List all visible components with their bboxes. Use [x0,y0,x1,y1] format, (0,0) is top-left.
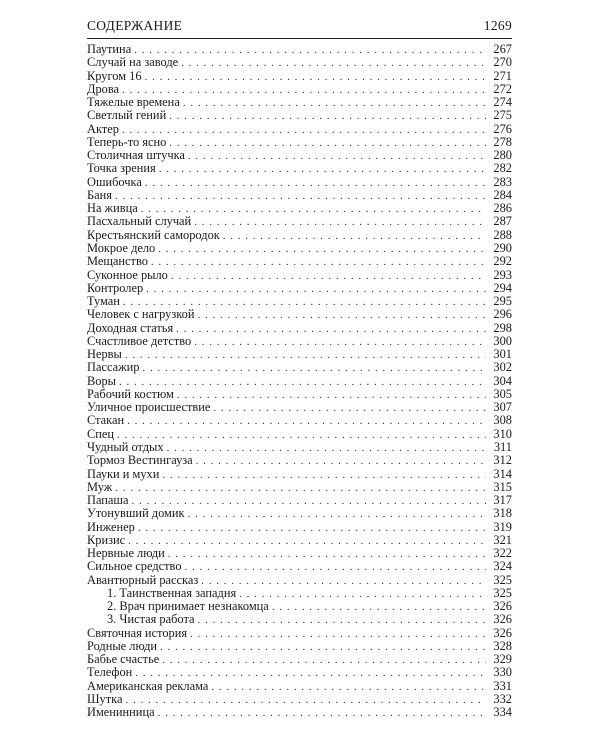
section-title: СОДЕРЖАНИЕ [87,18,183,33]
toc-entry [87,348,512,361]
running-header [87,18,512,38]
dot-leader [198,614,486,626]
entry-page-number: 282 [493,162,512,176]
toc-entry [87,308,512,321]
toc-entry [87,229,512,242]
entry-title: На живца [87,202,138,216]
entry-page-number: 319 [493,520,512,534]
entry-page-number: 321 [493,533,512,547]
entry-title: Бабье счастье [87,653,160,667]
dot-leader [194,336,486,348]
toc-entry [87,70,512,83]
dot-leader [188,508,486,520]
toc-entry [87,401,512,414]
entry-page-number: 301 [493,348,512,362]
entry-page-number: 272 [493,82,512,96]
toc-entry [87,428,512,441]
toc-entry [87,600,512,613]
toc-entry [87,666,512,679]
entry-title: Пасхальный случай [87,215,192,229]
dot-leader [181,57,486,69]
toc-entry [87,242,512,255]
entry-page-number: 307 [493,401,512,415]
toc-entry [87,627,512,640]
entry-title: Рабочий костюм [87,387,174,401]
entry-page-number: 275 [493,109,512,123]
entry-page-number: 296 [493,308,512,322]
dot-leader [145,177,486,189]
toc-entry [87,322,512,335]
toc-entry [87,521,512,534]
entry-title: Светлый гений [87,109,167,123]
dot-leader [185,561,486,573]
dot-leader [190,628,486,640]
toc-entry [87,56,512,69]
toc-entry [87,587,512,600]
entry-title: 3. Чистая работа [107,613,195,627]
dot-leader [211,681,486,693]
dot-leader [177,389,486,401]
toc-entry [87,202,512,215]
entry-title: Мокрое дело [87,241,156,255]
toc-entry [87,441,512,454]
dot-leader [197,309,486,321]
dot-leader [201,575,486,587]
entry-title: Сильное средство [87,560,182,574]
dot-leader [115,190,486,202]
entry-title: Туман [87,295,120,309]
toc-entry [87,547,512,560]
entry-page-number: 330 [493,666,512,680]
entry-page-number: 284 [493,188,512,202]
dot-leader [159,163,486,175]
toc-entry [87,109,512,122]
entry-title: Кризис [87,533,126,547]
entry-page-number: 292 [493,255,512,269]
entry-page-number: 318 [493,507,512,521]
dot-leader [146,283,486,295]
entry-page-number: 267 [493,43,512,56]
toc-entry [87,414,512,427]
toc-entry [87,83,512,96]
dot-leader [125,349,486,361]
entry-title: Доходная статья [87,321,174,335]
dot-leader [171,270,486,282]
entry-title: Нервы [87,348,122,362]
entry-page-number: 278 [493,135,512,149]
dot-leader [151,256,486,268]
toc-entry [87,361,512,374]
toc-entry [87,375,512,388]
dot-leader [125,694,486,706]
entry-page-number: 304 [493,374,512,388]
entry-title: Ошибочка [87,175,142,189]
dot-leader [167,442,486,454]
entry-title: Святочная история [87,626,188,640]
dot-leader [272,601,486,613]
entry-page-number: 322 [493,547,512,561]
entry-title: Родные люди [87,639,158,653]
entry-page-number: 310 [493,427,512,441]
entry-title: Дрова [87,82,120,96]
entry-page-number: 328 [493,639,512,653]
toc-entry [87,640,512,653]
entry-page-number: 287 [493,215,512,229]
entry-title: Утонувший домик [87,507,185,521]
dot-leader [162,654,486,666]
entry-title: Стакан [87,414,125,428]
toc-entry [87,162,512,175]
entry-title: Пауки и мухи [87,467,160,481]
entry-title: Кругом 16 [87,69,142,83]
dot-leader [138,522,486,534]
entry-page-number: 276 [493,122,512,136]
entry-title: Чудный отдых [87,440,164,454]
entry-page-number: 326 [493,613,512,627]
entry-page-number: 315 [493,480,512,494]
dot-leader [131,495,486,507]
entry-title: Контролер [87,281,144,295]
toc-entry [87,507,512,520]
entry-title: Уличное происшествие [87,401,211,415]
dot-leader [128,535,486,547]
toc-entry [87,96,512,109]
dot-leader [213,402,486,414]
entry-page-number: 294 [493,281,512,295]
entry-page-number: 324 [493,560,512,574]
entry-page-number: 326 [493,626,512,640]
entry-page-number: 326 [493,600,512,614]
dot-leader [169,110,486,122]
entry-title: Папаша [87,494,129,508]
dot-leader [122,84,486,96]
entry-page-number: 305 [493,387,512,401]
entry-title: Американская реклама [87,679,209,693]
dot-leader [188,150,486,162]
entry-title: Пассажир [87,361,140,375]
toc-entry [87,189,512,202]
entry-title: Счастливое детство [87,334,192,348]
toc-entry [87,468,512,481]
entry-title: Инженер [87,520,135,534]
entry-title: 1. Таинственная западня [107,586,237,600]
entry-title: Тяжелые времена [87,96,180,110]
dot-leader [196,455,486,467]
toc-entry [87,653,512,666]
entry-title: Спец [87,427,115,441]
entry-page-number: 298 [493,321,512,335]
entry-title: Муж [87,480,113,494]
toc-entry [87,269,512,282]
entry-title: Столичная штучка [87,149,185,163]
toc-entry [87,454,512,467]
toc-entry [87,123,512,136]
entry-page-number: 290 [493,241,512,255]
dot-leader [135,667,486,679]
entry-title: Шутка [87,693,123,707]
entry-title: Воры [87,374,116,388]
entry-page-number: 317 [493,494,512,508]
entry-page-number: 288 [493,228,512,242]
entry-page-number: 283 [493,175,512,189]
entry-title: Крестьянский самородок [87,228,220,242]
entry-page-number: 325 [493,573,512,587]
dot-leader [158,243,486,255]
entry-title: 2. Врач принимает незнакомца [107,600,269,614]
dot-leader [239,588,486,600]
dot-leader [143,362,487,374]
toc-entry [87,613,512,626]
dot-leader [122,124,486,136]
entry-page-number: 312 [493,454,512,468]
toc-entry [87,574,512,587]
toc-entry [87,534,512,547]
entry-title: Телефон [87,666,133,680]
entry-title: Случай на заводе [87,56,179,70]
dot-leader [176,323,486,335]
entry-page-number: 331 [493,679,512,693]
dot-leader [158,707,486,719]
entry-page-number: 295 [493,295,512,309]
toc-entry [87,149,512,162]
dot-leader [117,429,486,441]
header-rule [87,38,512,39]
dot-leader [183,97,486,109]
entry-page-number: 314 [493,467,512,481]
entry-title: Именинница [87,706,155,720]
dot-leader [162,469,486,481]
entry-page-number: 302 [493,361,512,375]
entry-page-number: 293 [493,268,512,282]
dot-leader [127,415,486,427]
toc-entry [87,43,512,56]
entry-title: Теперь-то ясно [87,135,167,149]
toc-entry [87,693,512,706]
entry-page-number: 332 [493,693,512,707]
entry-page-number: 308 [493,414,512,428]
dot-leader [115,482,486,494]
entry-title: Точка зрения [87,162,156,176]
dot-leader [169,137,486,149]
entry-title: Авантюрный рассказ [87,573,199,587]
table-of-contents [87,43,512,720]
dot-leader [194,216,486,228]
toc-entry [87,282,512,295]
dot-leader [119,376,486,388]
dot-leader [160,641,486,653]
entry-page-number: 300 [493,334,512,348]
entry-title: Суконное рыло [87,268,168,282]
entry-title: Человек с нагрузкой [87,308,195,322]
entry-title: Нервные люди [87,547,165,561]
toc-entry [87,481,512,494]
dot-leader [223,230,486,242]
toc-entry [87,560,512,573]
toc-entry [87,335,512,348]
dot-leader [168,548,486,560]
entry-page-number: 286 [493,202,512,216]
entry-title: Паутина [87,43,132,56]
entry-title: Мещанство [87,255,148,269]
toc-entry [87,388,512,401]
entry-page-number: 325 [493,586,512,600]
entry-page-number: 334 [493,706,512,720]
toc-entry [87,215,512,228]
entry-title: Актер [87,122,119,136]
entry-page-number: 270 [493,56,512,70]
entry-page-number: 271 [493,69,512,83]
entry-page-number: 280 [493,149,512,163]
toc-entry [87,295,512,308]
entry-page-number: 311 [493,440,512,454]
dot-leader [123,296,486,308]
toc-entry [87,494,512,507]
toc-entry [87,255,512,268]
entry-title: Баня [87,188,112,202]
entry-page-number: 274 [493,96,512,110]
entry-title: Тормоз Вестингауза [87,454,193,468]
dot-leader [134,44,486,56]
toc-entry [87,136,512,149]
dot-leader [145,71,486,83]
toc-entry [87,680,512,693]
entry-page-number: 329 [493,653,512,667]
toc-entry [87,176,512,189]
page-number: 1269 [483,18,512,33]
dot-leader [141,203,486,215]
toc-entry [87,706,512,719]
